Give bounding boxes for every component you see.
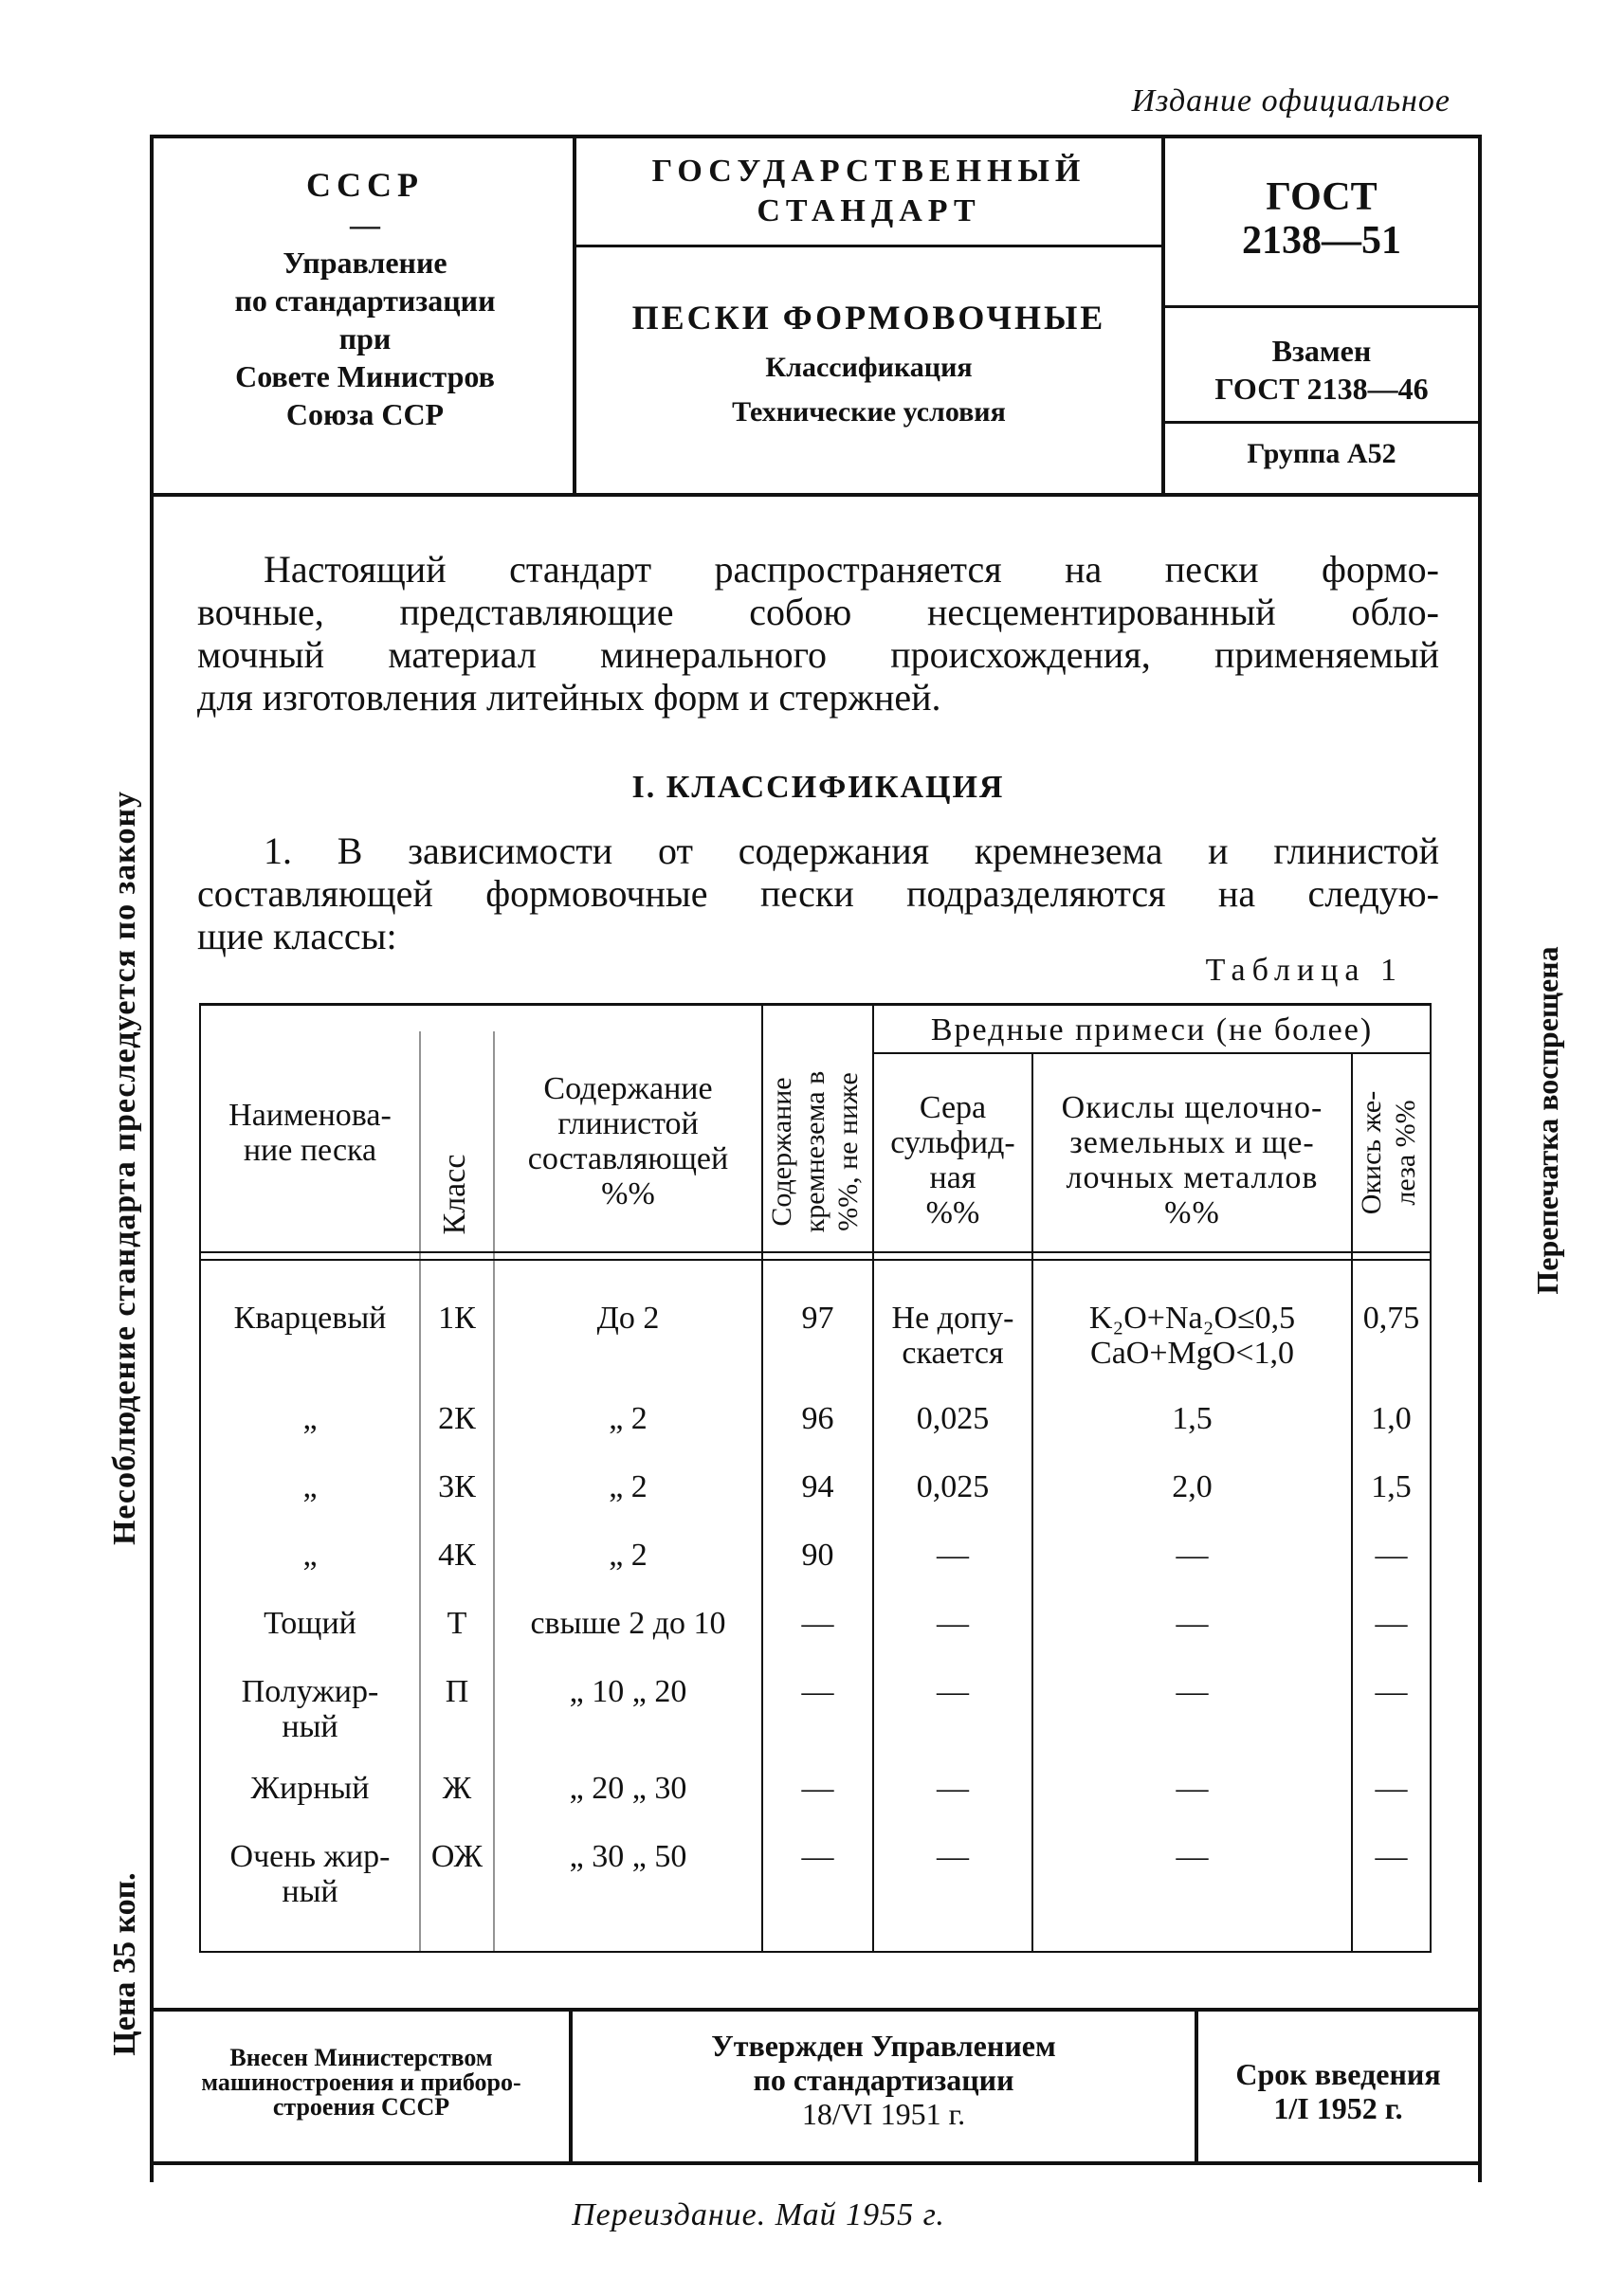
cell-clay: „ 2 [609,1469,648,1504]
standard-subtitle-2: Технические условия [732,396,1006,428]
cell-name-line: Кварцевый [233,1301,387,1336]
cell-cls: 4К [438,1538,476,1573]
frame-right-rule [1478,135,1482,2182]
cell-name-line: ный [282,1709,338,1744]
cell-name [201,1538,419,1573]
cell-name [201,1301,419,1336]
cell-silica: — [801,1771,834,1806]
footer-approved-by [573,2029,1195,2131]
cell-iron: — [1375,1839,1408,1874]
cell-clay: „ 10 „ 20 [569,1674,687,1709]
th-silica-content [765,1029,869,1275]
cell-clay: „ 20 „ 30 [569,1771,687,1806]
cell-name-line: „ [302,1469,318,1504]
cell-iron: — [1375,1538,1408,1573]
intro-line-3: мочный материал минерального происхождения, применяемый [197,633,1439,676]
cell-name [201,1771,419,1806]
cell-iron: 1,5 [1371,1469,1412,1504]
cell-cls: Т [447,1606,467,1641]
harmful-header-rule [872,1052,1432,1054]
cell-name-line: Очень жир- [229,1839,391,1874]
th-silica-line-2: кремнезема в [799,1070,830,1233]
th-sulfur-line-1: Сера [919,1090,987,1125]
cell-name-line: Тощий [264,1606,356,1641]
standard-title: ПЕСКИ ФОРМОВОЧНЫЕ [631,299,1106,337]
table-label: Таблица 1 [1205,953,1403,988]
agency-line-3: при [338,321,392,355]
th-harmful-impurities: Вредные примеси (не более) [930,1012,1374,1047]
cell-clay: До 2 [596,1301,660,1336]
section-title: I. КЛАССИФИКАЦИЯ [631,770,1005,805]
cell-oxides-line: K₂O+Na₂O≤0,5 [1088,1301,1296,1336]
cell-name [201,1674,419,1744]
cell-cls: 3К [438,1469,476,1504]
country-label: СССР [306,166,424,204]
th-class: Класс [437,1154,472,1235]
th-sand-name-line-2: ние песка [243,1133,377,1168]
cell-sulfur-line: 0,025 [916,1401,990,1436]
header-center-rule [576,245,1161,247]
agency-line-5: Союза ССР [285,397,445,431]
cell-sulfur [874,1839,1031,1874]
cell-oxides-line: — [1176,1606,1209,1641]
state-standard-line-1: ГОСУДАРСТВЕННЫЙ [651,154,1086,189]
clause-line-3: щие классы: [197,915,397,957]
cell-oxides-line: 2,0 [1172,1469,1213,1504]
cell-silica: 94 [801,1469,834,1504]
cell-sulfur-line: Не допу- [891,1301,1014,1336]
cell-oxides-line: CaO+MgO<1,0 [1090,1336,1294,1371]
cell-silica: — [801,1839,834,1874]
cell-cls: Ж [442,1771,472,1806]
cell-name [201,1469,419,1504]
table-bottom-rule [199,1951,1432,1953]
cell-sulfur-line: — [937,1771,969,1806]
edition-note: Издание официальное [1131,83,1451,118]
cell-sulfur [874,1674,1031,1709]
footer-center-line-2: по стандартизации [753,2063,1014,2097]
th-sulfur-line-4: %% [925,1195,980,1230]
group-label: Группа А52 [1247,438,1396,469]
th-silica-line-3: %%, не ниже [832,1072,864,1231]
header-right-rule-2 [1165,421,1478,424]
gost-label: ГОСТ [1266,175,1378,219]
cell-clay: „ 2 [609,1538,648,1573]
cell-iron: 0,75 [1362,1301,1420,1336]
cell-sulfur [874,1401,1031,1436]
cell-oxides-line: — [1176,1839,1209,1874]
th-sand-name-line-1: Наименова- [228,1098,392,1133]
cell-oxides [1033,1771,1351,1806]
cell-silica: 96 [801,1401,834,1436]
footer-right-line-1: Срок введения [1235,2057,1441,2091]
th-oxides-line-2: земельных и ще- [1069,1125,1315,1160]
clause-line-2: составляющей формовочные пески подразделяются на следую- [197,872,1439,915]
replaces-value: ГОСТ 2138—46 [1214,372,1429,406]
agency-line-1: Управление [283,246,447,280]
cell-sulfur-line: — [937,1538,969,1573]
th-clay-line-1: Содержание [543,1071,713,1106]
cell-name [201,1839,419,1909]
header-right-rule-1 [1165,305,1478,308]
clause-line-1: 1. В зависимости от содержания кремнезема и глинистой [264,829,1439,872]
cell-iron: 1,0 [1371,1401,1412,1436]
cell-cls: ОЖ [430,1839,484,1874]
country-dash: — [350,208,380,242]
cell-sulfur-line: — [937,1674,969,1709]
replaces-block [1165,332,1478,408]
cell-silica: — [801,1674,834,1709]
th-sulfur-line-3: ная [929,1160,976,1195]
cell-name-line: ный [282,1874,338,1909]
cell-sulfur-line: — [937,1606,969,1641]
th-oxides-line-1: Окислы щелочно- [1061,1090,1323,1125]
state-standard-line-2: СТАНДАРТ [757,193,981,228]
cell-iron: — [1375,1606,1408,1641]
cell-sulfur-line: — [937,1839,969,1874]
cell-sulfur [874,1771,1031,1806]
standard-title-block [576,294,1161,430]
cell-silica: 90 [801,1538,834,1573]
cell-iron: — [1375,1674,1408,1709]
gost-number: 2138—51 [1242,219,1401,263]
frame-top-rule [150,135,1482,138]
cell-oxides [1033,1301,1351,1371]
footer-center-line-3: 18/VI 1951 г. [801,2097,966,2131]
cell-oxides [1033,1674,1351,1709]
footer-effective-date [1198,2057,1478,2125]
standard-subtitle-1: Классификация [765,352,973,383]
frame-left-rule [150,135,154,2182]
footer-left-line-1: Внесен Министерством [229,2044,493,2071]
cell-name [201,1401,419,1436]
intro-line-2: вочные, представляющие собою несцементированный обло- [197,591,1439,633]
cell-name-line: Полужир- [241,1674,379,1709]
th-iron-line-1: Окись же- [1356,1090,1387,1215]
header-left-block [166,166,564,433]
footer-top-rule [150,2008,1482,2012]
th-sulfur-line-2: сульфид- [890,1125,1015,1160]
cell-oxides [1033,1469,1351,1504]
header-center-block [576,152,1161,231]
cell-name-line: Жирный [250,1771,370,1806]
col-line-7 [1430,1005,1432,1951]
cell-oxides [1033,1606,1351,1641]
th-clay-content [495,1071,761,1211]
footer-left-line-2: машиностроения и приборо- [201,2068,521,2096]
reprint-note: Переиздание. Май 1955 г. [572,2197,945,2232]
th-clay-line-4: %% [601,1176,655,1211]
side-legal-note: Несоблюдение стандарта преследуется по закону [107,790,142,1546]
cell-oxides-line: — [1176,1771,1209,1806]
cell-sulfur-line: 0,025 [916,1469,990,1504]
cell-sulfur [874,1538,1031,1573]
cell-sulfur [874,1469,1031,1504]
clause-paragraph [197,829,1439,957]
cell-silica: — [801,1606,834,1641]
cell-sulfur [874,1301,1031,1371]
replaces-label: Взамен [1271,334,1372,368]
side-price: Цена 35 коп. [107,1872,142,2056]
cell-cls: 2К [438,1401,476,1436]
cell-oxides-line: — [1176,1538,1209,1573]
th-iron-line-2: леза %% [1390,1100,1421,1206]
cell-name [201,1606,419,1641]
side-reprint-prohibited: Перепечатка воспрещена [1530,946,1564,1295]
cell-sulfur-line: скается [902,1336,1004,1371]
footer-submitted-by [154,2046,569,2120]
th-clay-line-2: глинистой [557,1106,699,1141]
header-bottom-rule [150,493,1482,497]
gost-number-block [1165,175,1478,263]
cell-cls: 1К [438,1301,476,1336]
footer-bottom-rule [150,2161,1482,2165]
cell-clay: „ 2 [609,1401,648,1436]
th-silica-line-1: Содержание [766,1077,797,1227]
agency-line-4: Совете Министров [235,359,495,393]
cell-silica: 97 [801,1301,834,1336]
intro-line-1: Настоящий стандарт распространяется на пески формо- [264,548,1439,591]
cell-oxides [1033,1538,1351,1573]
th-oxides-line-4: %% [1164,1195,1220,1230]
cell-oxides-line: 1,5 [1172,1401,1213,1436]
th-oxides-line-3: лочных металлов [1066,1160,1319,1195]
table-top-rule [199,1003,1432,1006]
cell-clay: „ 30 „ 50 [569,1839,687,1874]
footer-center-line-1: Утвержден Управлением [711,2029,1056,2063]
th-oxides [1033,1090,1351,1230]
intro-paragraph [197,548,1439,719]
cell-cls: П [445,1674,469,1709]
agency-line-2: по стандартизации [234,283,496,318]
th-sand-name [201,1098,419,1168]
cell-name-line: „ [302,1401,318,1436]
footer-right-line-2: 1/I 1952 г. [1273,2091,1403,2125]
th-iron-oxide [1355,1053,1427,1252]
cell-name-line: „ [302,1538,318,1573]
cell-oxides [1033,1401,1351,1436]
cell-sulfur [874,1606,1031,1641]
th-sulfur [874,1090,1031,1230]
cell-oxides-line: — [1176,1674,1209,1709]
footer-left-line-3: строения СССР [272,2093,450,2121]
cell-iron: — [1375,1771,1408,1806]
th-clay-line-3: составляющей [527,1141,729,1176]
intro-line-4: для изготовления литейных форм и стержней. [197,676,941,719]
cell-oxides [1033,1839,1351,1874]
cell-clay: свыше 2 до 10 [530,1606,726,1641]
